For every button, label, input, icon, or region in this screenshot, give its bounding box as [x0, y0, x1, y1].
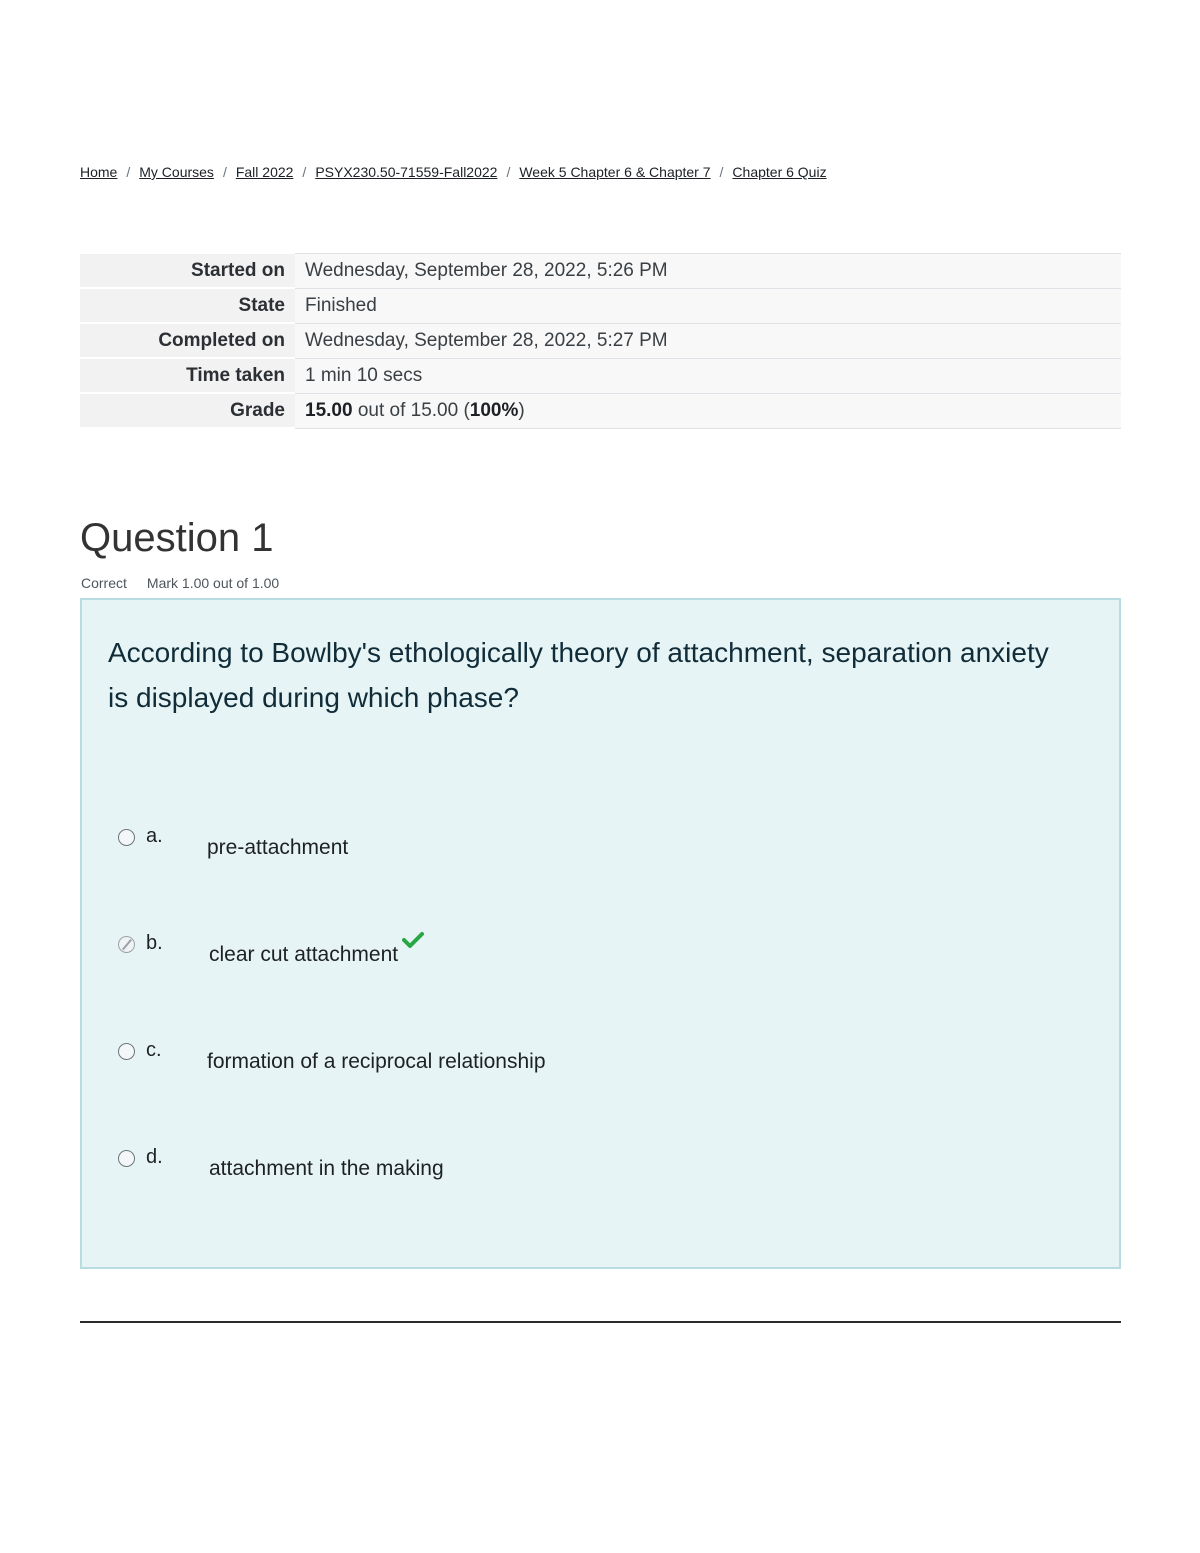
summary-row-completed: [80, 323, 1121, 358]
radio-unchecked-icon[interactable]: [118, 1150, 135, 1167]
question-title: Question 1: [80, 516, 274, 560]
breadcrumb-separator: /: [719, 164, 724, 180]
question-mark: Mark 1.00 out of 1.00: [146, 575, 280, 591]
summary-row-grade: [80, 393, 1121, 428]
grade-percent: 100%: [469, 399, 519, 421]
radio-unchecked-icon[interactable]: [118, 829, 135, 846]
breadcrumb-home-link[interactable]: Home: [80, 164, 118, 180]
breadcrumb-section-link[interactable]: Week 5 Chapter 6 & Chapter 7: [519, 164, 711, 180]
grade-out-of: out of 15.00 (: [352, 399, 470, 421]
summary-row-state: [80, 288, 1121, 323]
correct-check-icon: [402, 931, 424, 949]
question-content: [80, 598, 1121, 1269]
breadcrumb-separator: /: [506, 164, 511, 180]
answer-letter: c.: [146, 1039, 162, 1061]
section-divider: [80, 1321, 1121, 1323]
breadcrumb-separator: /: [302, 164, 307, 180]
summary-row-time: [80, 358, 1121, 393]
started-on-value: Wednesday, September 28, 2022, 5:26 PM: [295, 254, 1121, 289]
grade-value: [295, 393, 1121, 428]
question-info: [81, 575, 279, 591]
summary-row-started: [80, 254, 1121, 289]
radio-unchecked-icon[interactable]: [118, 1043, 135, 1060]
breadcrumb-my-courses-link[interactable]: My Courses: [139, 164, 214, 180]
question-status: Correct: [81, 575, 127, 591]
breadcrumb-course-link[interactable]: PSYX230.50-71559-Fall2022: [315, 164, 498, 180]
answer-text-wrap: [209, 943, 424, 967]
grade-score: 15.00: [305, 399, 353, 421]
grade-label: Grade: [80, 393, 295, 428]
state-label: State: [80, 288, 295, 323]
answer-text: pre-attachment: [207, 836, 349, 859]
breadcrumb-quiz-link[interactable]: Chapter 6 Quiz: [732, 164, 827, 180]
radio-checked-icon[interactable]: [118, 936, 135, 953]
breadcrumb-separator: /: [222, 164, 227, 180]
grade-close: ): [518, 399, 525, 421]
time-taken-label: Time taken: [80, 358, 295, 393]
question-text: According to Bowlby's ethologically theory of attachment, separation anxiety is displayed during which phase?: [108, 637, 1049, 713]
breadcrumb: [80, 164, 827, 180]
completed-on-label: Completed on: [80, 323, 295, 358]
answer-letter: d.: [146, 1146, 163, 1168]
answer-text: formation of a reciprocal relationship: [207, 1050, 546, 1073]
answer-text: attachment in the making: [209, 1157, 444, 1180]
state-value: Finished: [295, 288, 1121, 323]
quiz-attempt-summary: [80, 253, 1121, 429]
time-taken-value: 1 min 10 secs: [295, 358, 1121, 393]
completed-on-value: Wednesday, September 28, 2022, 5:27 PM: [295, 323, 1121, 358]
answer-text: clear cut attachment: [209, 943, 399, 966]
started-on-label: Started on: [80, 254, 295, 289]
answer-letter: b.: [146, 932, 163, 954]
answer-letter: a.: [146, 825, 163, 847]
breadcrumb-separator: /: [126, 164, 131, 180]
breadcrumb-term-link[interactable]: Fall 2022: [235, 164, 294, 180]
